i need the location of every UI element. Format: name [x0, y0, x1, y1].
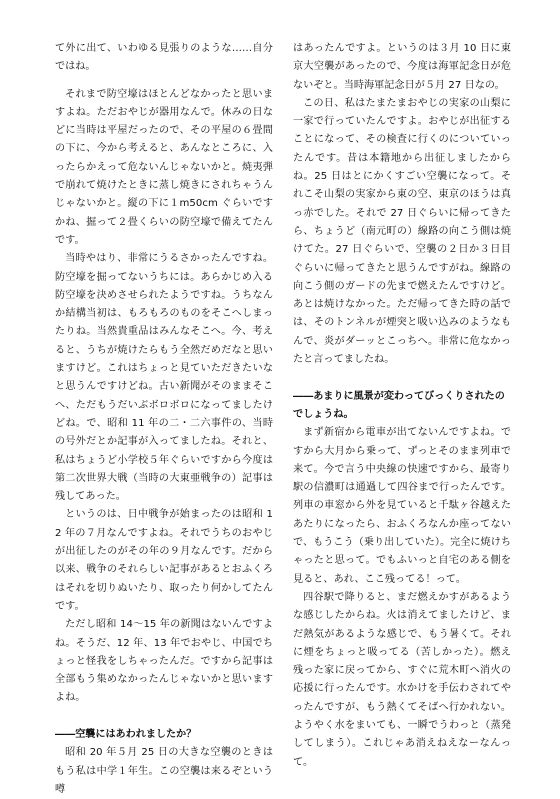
right-column	[293, 40, 511, 772]
right-paragraph-4: 四谷駅で降りると、まだ燃えかすがあるような感じしたからね。火は消えてましたけど、まだ熱気があるような感じで、もう暑くて。それに煙をちょっと吸ってる（苦しかった）。燃え残った家に戻ってから、すぐに荒木町へ消火の応援に行ったんです。水かけを手伝わされてやったんですが、もう熱くてそばへ行かれない。ようやく水をまいても、一瞬でうわっと（蒸発してしまう）。これじゃあ消えねえなーなんって。	[293, 591, 511, 768]
left-paragraph-4: というのは、日中戦争が始まったのは昭和 12 年の７月なんですよね。それでうちのおやじが出征したのがその年の９月なんです。だから以来、戦争のそれらしい記事があるとおふくろはそれを切りぬいたり、取ったり何かしてたんです。	[55, 509, 273, 612]
spacer	[293, 369, 511, 387]
left-paragraph-5: ただし昭和 14〜15 年の新聞はないんですよね。そうだ、12 年、13 年でおやじ、中国でちょっと怪我をしちゃったんだ。ですから記事は全部もう集めなかったんじゃないかと思いますよね。	[55, 619, 273, 704]
left-paragraph-6: 昭和 20 年５月 25 日の大きな空襲のときはもう私は中学１年生。この空襲は来るぞという噂	[55, 747, 273, 795]
spacer	[55, 77, 273, 86]
right-section-heading: ――あまりに風景が変わってびっくりされたのでしょうね。	[293, 390, 505, 420]
left-column	[55, 40, 273, 799]
right-paragraph-1: はあったんですよ。というのは３月 10 日に東京大空襲があったので、今度は海軍記念日が危ないぞと。当時海軍記念日が５月 27 日なの。	[293, 43, 511, 91]
left-paragraph-3: 当時やはり、非常にうるさかったんですね。防空壕を掘ってないうちには。あらかじめ入る防空壕を決めさせられたようですね。うちなんか結構当初は、もろもろのものをそこへしまったりね。当然貴重品はみんなそこへ。今、考えると、うちが焼けたらもう全然だめだなと思いますけど。これはちょっと見ていただきたいなと思うんですけどね。古い新聞がそのままそこへ、ただもうだいぶボロボロになってましたけどね。で、昭和 11 年の二・二六事件の、当時の号外だとか記事が入ってましたね。それと、私はちょうど小学校５年ぐらいですから今度は第二次世界大戦（当時の大東亜戦争の）記事は残してあった。	[55, 253, 273, 503]
right-paragraph-2: この日、私はたまたまおやじの実家の山梨に一家で行っていたんですよ。おやじが出征することになって、その検査に行くのについていったんです。昔は本籍地から出征しましたからね。25 日はとにかくすごい空襲になって。それこそ山梨の実家から東の空、東京のほうは真っ赤でした。それで 27 日ぐらいに帰ってきたら、ちょうど（南元町の）線路の向こう側は焼けてた。27 日ぐらいで、空襲の２日か３日目ぐらいに帰ってきたと思うんですがね。線路の向こう側のガードの先まで燃えたんですけど。あとは焼けなかった。ただ帰ってきた時の話では、そのトンネルが煙突と吸い込みのようなもんで、炎がダーッとこっちへ。非常に危なかったと言ってましたね。	[293, 97, 511, 366]
right-paragraph-3: まず新宿から電車が出てないんですよね。ですから大月から乗って、ずっとそのまま列車で来て。今で言う中央線の快速ですから、最寄り駅の信濃町は通過して四谷まで行ったんです。列車の車窓から外を見ていると千駄ヶ谷越えたあたりになったら、おふくろなんか座ってないで、もうこう（乗り出していた）。完全に焼けちゃったと思って。でもふいっと自宅のある側を見ると、あれ、ここ残ってる！って。	[293, 427, 511, 585]
left-section-heading: ――空襲にはあわれましたか？	[55, 728, 197, 740]
spacer	[55, 708, 273, 726]
left-paragraph-2: それまで防空壕はほとんどなかったと思いますよね。ただおやじが器用なんで。休みの日などに当時は平屋だったので、その平屋の６畳間の下に、今から考えると、あんなところに、入ったらかえって危ないんじゃないかと。焼夷弾で崩れて焼けたときに蒸し焼きにされちゃうんじゃないかと。縦の下に１m50cm ぐらいですかね、掘って２畳くらいの防空壕で備えてたんです。	[55, 88, 273, 246]
left-paragraph-1: て外に出て、いわゆる見張りのような……自分ではね。	[55, 43, 273, 73]
